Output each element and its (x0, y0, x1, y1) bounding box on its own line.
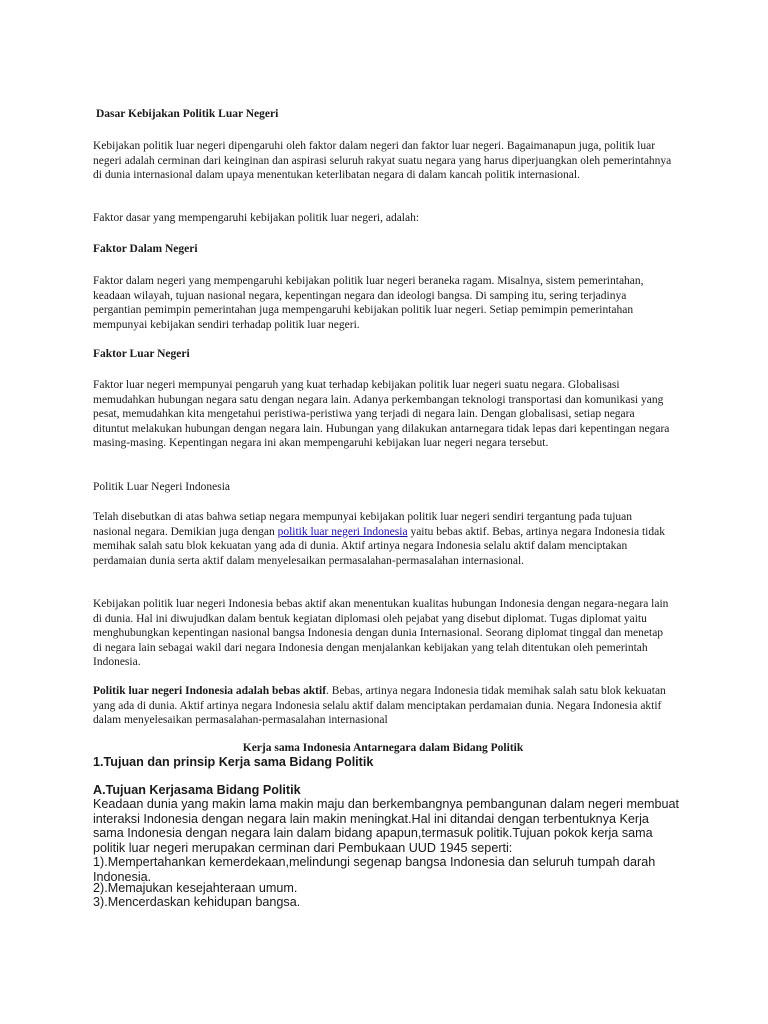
bebas-aktif-emphasis: Politik luar negeri Indonesia adalah bebas aktif (93, 685, 327, 697)
politik-luar-negeri-indonesia-link[interactable]: politik luar negeri Indonesia (277, 525, 408, 538)
paragraph-bebas-aktif-text-2: yaitu bebas aktif. Bebas, artinya negara Indonesia tidak memihak salah satu blok kekuatan yang ada di dunia. Aktif artinya negara Indonesia selalu aktif dalam menciptakan perdamaian dunia serta aktif dalam menyelesaikan permasalahan-permasalahan internasional. (93, 525, 665, 567)
paragraph-intro: Kebijakan politik luar negeri dipengaruhi oleh faktor dalam negeri dan faktor luar negeri. Bagaimanapun juga, politik luar negeri adalah cerminan dari keinginan dan aspirasi seluruh rakyat suatu negara yang harus diperjuangkan oleh pemerintahnya di dunia internasional dalam upaya menentukan keterlibatan negara di dalam kancah politik internasional. (93, 140, 672, 181)
list-item-3: 3).Mencerdaskan kehidupan bangsa. (93, 895, 301, 909)
heading-tujuan-prinsip: 1.Tujuan dan prinsip Kerja sama Bidang Politik (93, 755, 374, 769)
heading-faktor-dalam-negeri: Faktor Dalam Negeri (93, 243, 198, 255)
paragraph-diplomat: Kebijakan politik luar negeri Indonesia bebas aktif akan menentukan kualitas hubungan Indonesia dengan negara-negara lain di dunia. Hal ini diwujudkan dalam bentuk kegiatan diplomasi oleh pejabat yang disebut diplomat. Tugas diplomat yaitu menghubungkan kepentingan nasional bangsa Indonesia dengan dunia Internasional. Seorang diplomat tinggal dan menetap di negara lain sebagai wakil dari negara Indonesia dengan menjalankan kebijakan yang telah ditentukan oleh pemerintah Indonesia. (93, 598, 669, 668)
paragraph-faktor-luar-negeri: Faktor luar negeri mempunyai pengaruh yang kuat terhadap kebijakan politik luar negeri suatu negara. Globalisasi memudahkan hubungan negara satu dengan negara lain. Adanya perkembangan teknologi transportasi dan komunikasi yang pesat, memudahkan kita mengetahui peristiwa-peristiwa yang terjadi di negara lain. Dengan globalisasi, setiap negara dituntut melakukan hubungan dengan negara lain. Hubungan yang dilakukan antarnegara tidak lepas dari kepentingan negara masing-masing. Kepentingan negara ini akan mempengaruhi kebijakan luar negeri negara tersebut. (93, 379, 670, 449)
paragraph-politik-bebas-aktif-text: . Bebas, artinya negara Indonesia tidak memihak salah satu blok kekuatan yang ada di dunia. Aktif artinya negara Indonesia selalu aktif dalam menciptakan perdamaian dunia. Negara Indonesia aktif dalam menyelesaikan permasalahan-permasalahan internasional (93, 685, 666, 726)
paragraph-bebas-aktif-text-1: Telah disebutkan di atas bahwa setiap negara mempunyai kebijakan politik luar negeri sendiri tergantung pada tujuan nasional negara. Demikian juga dengan (93, 511, 632, 538)
paragraph-faktor-dalam-negeri: Faktor dalam negeri yang mempengaruhi kebijakan politik luar negeri beraneka ragam. Misalnya, sistem pemerintahan, keadaan wilayah, tujuan nasional negara, kepentingan negara dan ideologi bangsa. Di samping itu, sering terjadinya pergantian pemimpin pemerintahan juga mempengaruhi kebijakan politik luar negeri. Setiap pemimpin pemerintahan mempunyai kebijakan sendiri terhadap politik luar negeri. (93, 275, 644, 331)
heading-politik-luar-negeri-indonesia: Politik Luar Negeri Indonesia (93, 481, 231, 493)
heading-kerja-sama: Kerja sama Indonesia Antarnegara dalam Bidang Politik (242, 742, 524, 754)
paragraph-bebas-aktif (93, 510, 673, 568)
list-item-1: 1).Mempertahankan kemerdekaan,melindungi segenap bangsa Indonesia dan seluruh tumpah darah Indonesia. (93, 855, 656, 884)
paragraph-faktor-dasar: Faktor dasar yang mempengaruhi kebijakan politik luar negeri, adalah: (93, 212, 420, 224)
paragraph-politik-bebas-aktif (93, 684, 673, 728)
heading-tujuan-kerjasama: A.Tujuan Kerjasama Bidang Politik (93, 783, 301, 797)
paragraph-keadaan-dunia: Keadaan dunia yang makin lama makin maju dan berkembangnya pembangunan dalam negeri membuat interaksi Indonesia dengan negara lain makin meningkat.Hal ini ditandai dengan terbentuknya Kerja sama Indonesia dengan negara lain dalam bidang apapun,termasuk politik.Tujuan pokok kerja sama politik luar negeri merupakan cerminan dari Pembukaan UUD 1945 seperti: (93, 797, 679, 855)
document-title: Dasar Kebijakan Politik Luar Negeri (96, 108, 279, 120)
list-item-2: 2).Memajukan kesejahteraan umum. (93, 881, 298, 895)
heading-faktor-luar-negeri: Faktor Luar Negeri (93, 348, 190, 360)
